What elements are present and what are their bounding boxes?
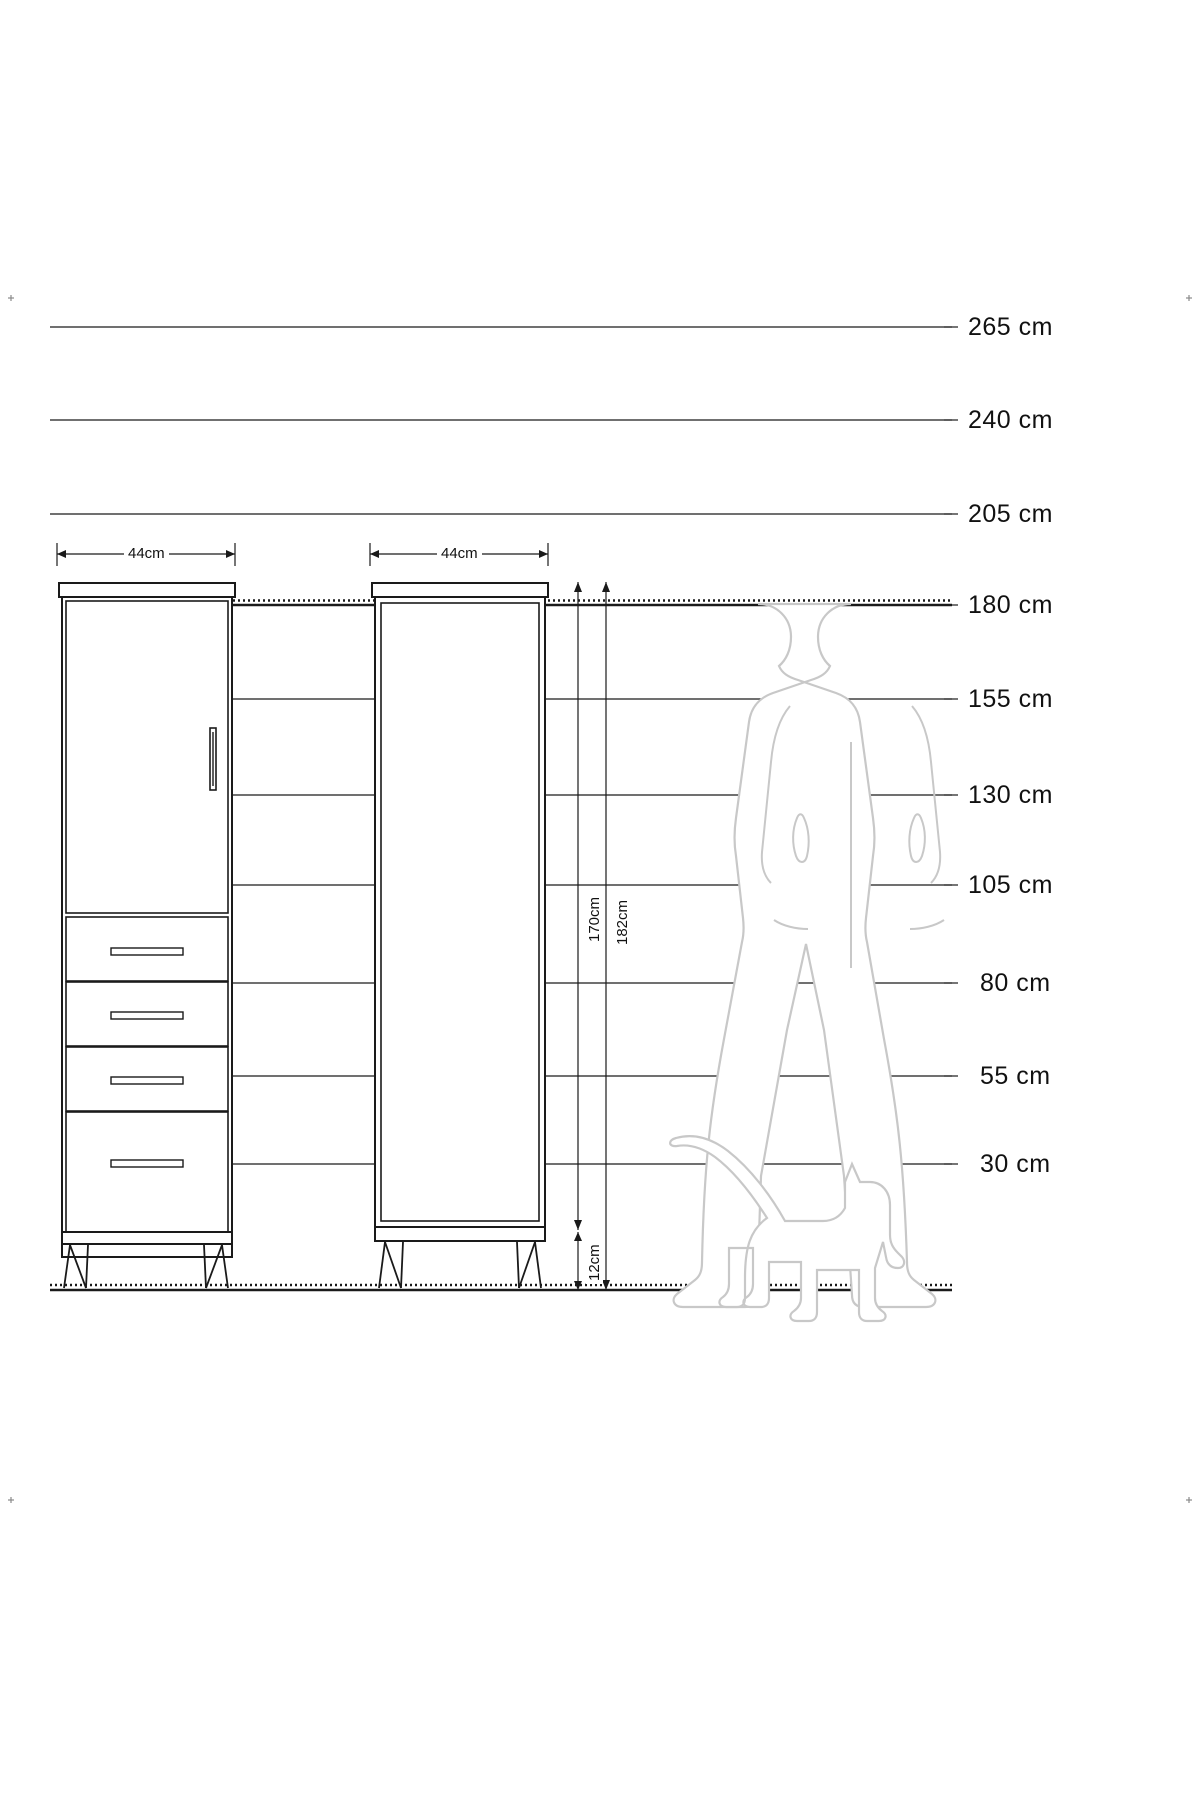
scale-label-55: 55 cm [980, 1062, 1051, 1090]
vertical-dimension-12 [574, 1232, 582, 1290]
vertical-dimension-182 [602, 582, 610, 1290]
scale-label-180: 180 cm [968, 591, 1053, 619]
scale-label-155: 155 cm [968, 685, 1053, 713]
height-label-12: 12cm [586, 1241, 603, 1284]
scale-label-80: 80 cm [980, 969, 1051, 997]
scale-label-205: 205 cm [968, 500, 1053, 528]
height-label-170: 170cm [586, 894, 603, 945]
tall-cabinet-with-drawers [59, 583, 235, 1288]
width-label-right: 44cm [437, 545, 482, 562]
height-label-182: 182cm [614, 897, 631, 948]
tall-cabinet-plain [372, 583, 548, 1288]
scale-label-130: 130 cm [968, 781, 1053, 809]
scale-label-30: 30 cm [980, 1150, 1051, 1178]
width-label-left: 44cm [124, 545, 169, 562]
scale-label-105: 105 cm [968, 871, 1053, 899]
vertical-dimension-170 [574, 582, 582, 1230]
scale-label-240: 240 cm [968, 406, 1053, 434]
human-silhouette [674, 604, 944, 1307]
scale-label-265: 265 cm [968, 313, 1053, 341]
